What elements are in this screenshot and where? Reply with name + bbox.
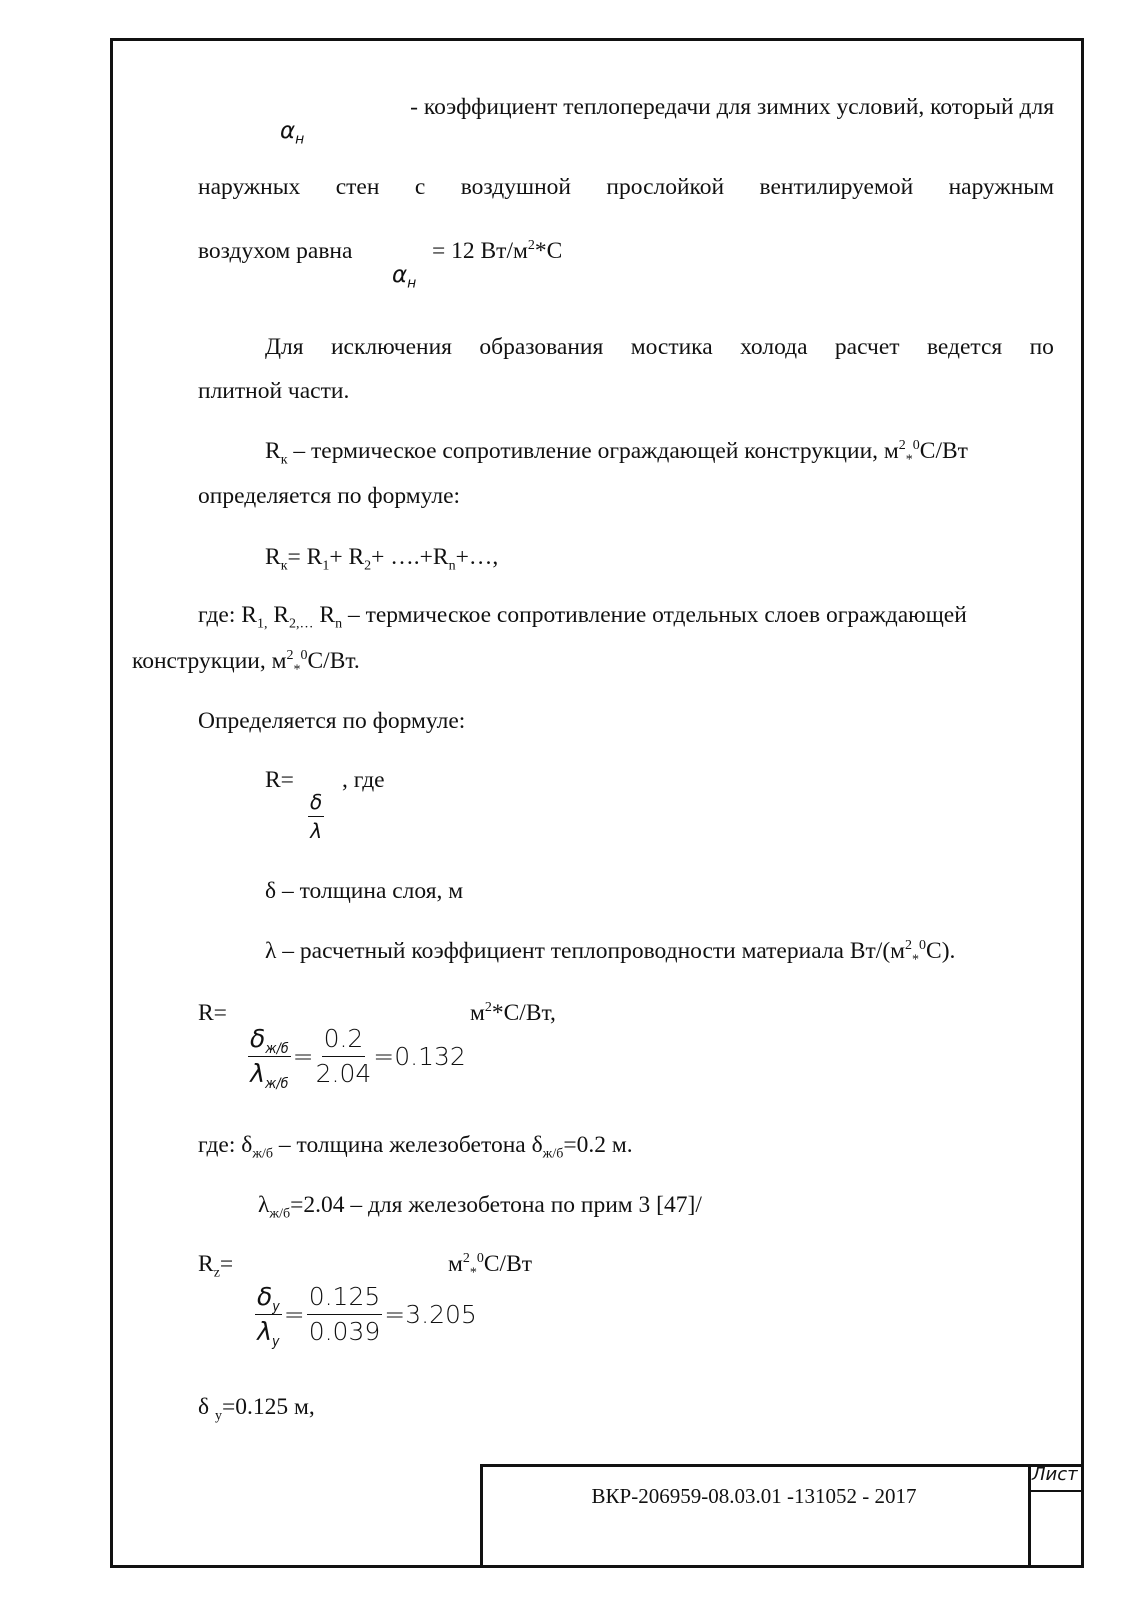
eq2-label: $R_z=$ — [198, 1251, 234, 1281]
document-code: ВКР-206959-08.03.01 -131052 - 2017 — [591, 1484, 917, 1508]
rk-sum-formula: $R_к= R_1+ R_2+$ $\dots.+R_n+\dots$, — [265, 544, 499, 574]
eq1-unit: $м^2*С/Вт$, — [470, 1000, 556, 1026]
p5-line2: конструкции, $м^2_*^0С/Вт$. — [132, 648, 360, 678]
p3-line2: определяется по формуле: — [198, 483, 461, 509]
p3-line1: $R_к$ – термическое сопротивление ограждающей конструкции, $м^2_*^0С/Вт$ — [265, 438, 968, 468]
alpha-n-symbol-1: $\alpha_н$ — [280, 118, 305, 148]
p1-line1: - коэффициент теплопередачи для зимних условий, который для — [410, 94, 1054, 120]
title-block-divider — [1028, 1464, 1031, 1568]
p1-line3-label: воздухом равна — [198, 238, 353, 264]
eq2-fraction: $\frac{\delta_y}{\lambda_y}$ = $\frac{0.125}{0.039}$ =3.205 — [257, 1282, 477, 1350]
p10-line: где: $\delta_{ж/б}$ – толщина железобетона $\delta_{ж/б}=0.2$ м. — [198, 1132, 633, 1162]
p2-line1: Для исключения образования мостика холода расчет ведется по — [265, 334, 1054, 360]
p1-line3-value: = 12 $Вт/м^2*С$ — [432, 238, 563, 264]
p8-line: δ – толщина слоя, м — [265, 878, 464, 904]
r-formula-tail: , где — [342, 767, 385, 793]
p11-line: $\lambda_{ж/б}=2.04$ – для железобетона по прим 3 [47]/ — [258, 1192, 702, 1222]
eq1-label: R= — [198, 1000, 227, 1026]
p6-line: Определяется по формуле: — [198, 708, 466, 734]
sheet-label: Лист — [1032, 1464, 1078, 1485]
sheet-cell-line — [1028, 1490, 1084, 1492]
p2-line2: плитной части. — [198, 378, 350, 404]
p1-line2: наружных стен с воздушной прослойкой вентилируемой наружным — [198, 174, 1054, 200]
p9-line: λ – расчетный коэффициент теплопроводности материала $Вт/(м^2_*^0С)$. — [265, 938, 956, 968]
r-formula-label: R= — [265, 767, 294, 793]
p12-line: δ $_у$=0.125 м, — [198, 1394, 315, 1424]
title-block — [480, 1464, 1084, 1568]
title-block-left-line — [480, 1464, 483, 1568]
eq2-unit: $м^2_*^0С/Вт$ — [448, 1251, 533, 1281]
delta-over-lambda-fraction: $\frac{\delta}{\lambda}$ — [310, 790, 323, 843]
p5-line1: где: $R_{1,}$ $R_{2,\dots}$ $R_n$ – термическое сопротивление отдельных слоев ограждающей — [198, 602, 967, 632]
title-block-top-line — [480, 1464, 1084, 1467]
eq1-fraction: $\frac{\delta_{ж/б}}{\lambda_{ж/б}}$ = $\frac{0.2}{2.04}$ =0.132 — [250, 1024, 466, 1092]
alpha-n-symbol-2: $\alpha_н$ — [392, 262, 417, 292]
